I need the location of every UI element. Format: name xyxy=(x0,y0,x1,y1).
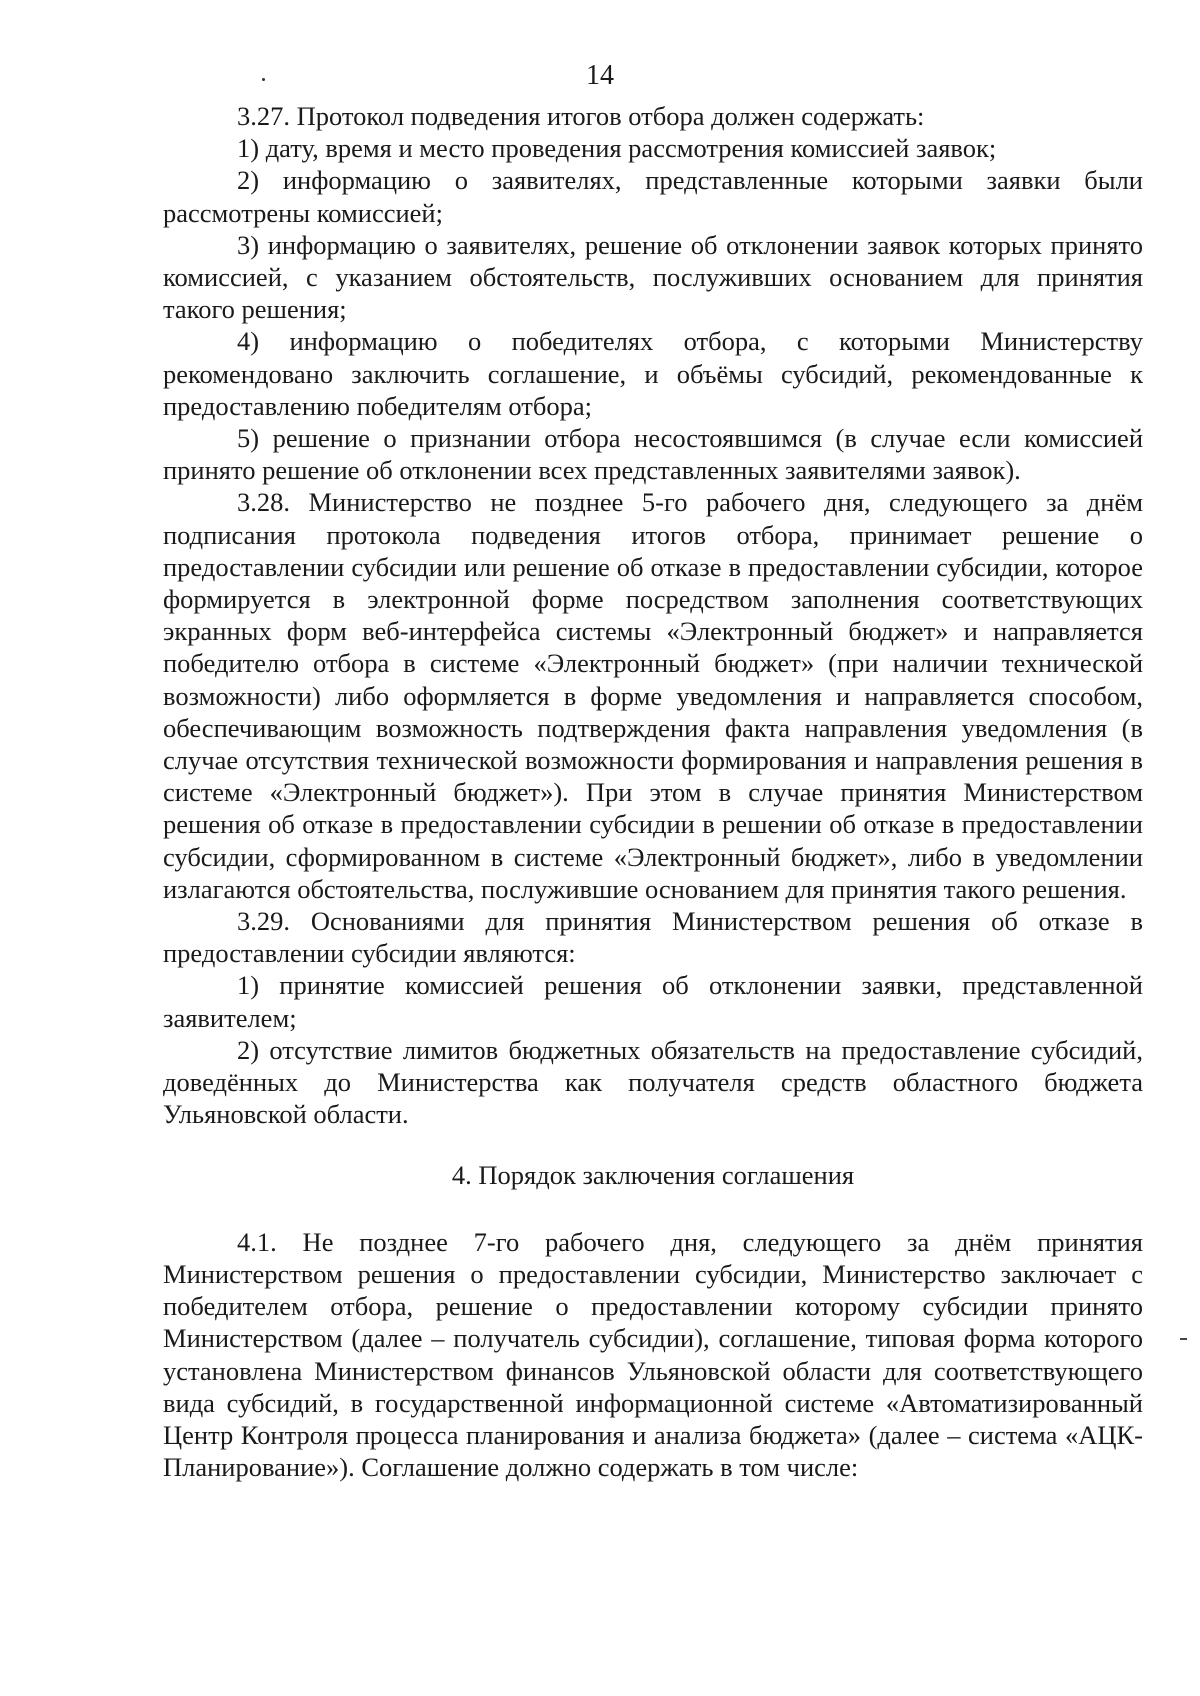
paragraph-3-27-item-5: 5) решение о признании отбора несостоявшимся (в случае если комиссией принято решение об отклонении всех представленных заявителями заявок). xyxy=(163,423,1143,486)
page-number: 14 xyxy=(586,60,614,91)
paragraph-3-27: 3.27. Протокол подведения итогов отбора должен содержать: xyxy=(237,101,925,131)
paragraph-3-27-item-3: 3) информацию о заявителях, решение об отклонении заявок которых принято комиссией, с указанием обстоятельств, послуживших основанием для принятия такого решения; xyxy=(163,229,1143,325)
paragraph-3-27-item-4: 4) информацию о победителях отбора, с которыми Министерству рекомендовано заключить соглашение, и объёмы субсидий, рекомендованные к предоставлению победителям отбора; xyxy=(163,326,1143,421)
paragraph-3-27-item-2: 2) информацию о заявителях, представленные которыми заявки были рассмотрены комиссией; xyxy=(163,165,1143,228)
paragraph-3-29: 3.29. Основаниями для принятия Министерством решения об отказе в предоставлении субсидии являются: xyxy=(163,906,1143,969)
section-heading: 4. Порядок заключения соглашения xyxy=(451,1159,855,1190)
scan-artifact-dash xyxy=(1180,1338,1187,1340)
paragraph-3-28: 3.28. Министерство не позднее 5-го рабочего дня, следующего за днём подписания протокола подведения итогов отбора, принимает решение о предоставлении субсидии или решение об отказе в предоставлении субсидии, которое формируется в электронной форме посредством заполнения соответствующих экранных форм веб-интерфейса системы «Электронный бюджет» и направляется победителю отбора в системе «Электронный бюджет» (при наличии технической возможности) либо оформляется в форме уведомления и направляется способом, обеспечивающим возможность подтверждения факта направления уведомления (в случае отсутствия технической возможности формирования и направления решения в системе «Электронный бюджет»). При этом в случае принятия Министерством решения об отказе в предоставлении субсидии в решении об отказе в предоставлении субсидии, сформированном в системе «Электронный бюджет», либо в уведомлении излагаются обстоятельства, послужившие основанием для принятия такого решения. xyxy=(163,487,1143,904)
paragraph-3-29-item-2: 2) отсутствие лимитов бюджетных обязательств на предоставление субсидий, доведённых до Министерства как получателя средств областного бюджета Ульяновской области. xyxy=(163,1034,1143,1130)
paragraph-3-29-item-1: 1) принятие комиссией решения об отклонении заявки, представленной заявителем; xyxy=(163,970,1143,1033)
paragraph-3-27-item-1: 1) дату, время и место проведения рассмотрения комиссией заявок; xyxy=(237,133,997,164)
paragraph-4-1: 4.1. Не позднее 7-го рабочего дня, следующего за днём принятия Министерством решения о предоставлении субсидии, Министерство заключает с победителем отбора, решение о предоставлении которому субсидии принято Министерством (далее – получатель субсидии), соглашение, типовая форма которого установлена Министерством финансов Ульяновской области для соответствующего вида субсидий, в государственной информационной системе «Автоматизированный Центр Контроля процесса планирования и анализа бюджета» (далее – система «АЦК-Планирование»). Соглашение должно содержать в том числе: xyxy=(163,1226,1143,1483)
document-body xyxy=(163,100,1143,1483)
